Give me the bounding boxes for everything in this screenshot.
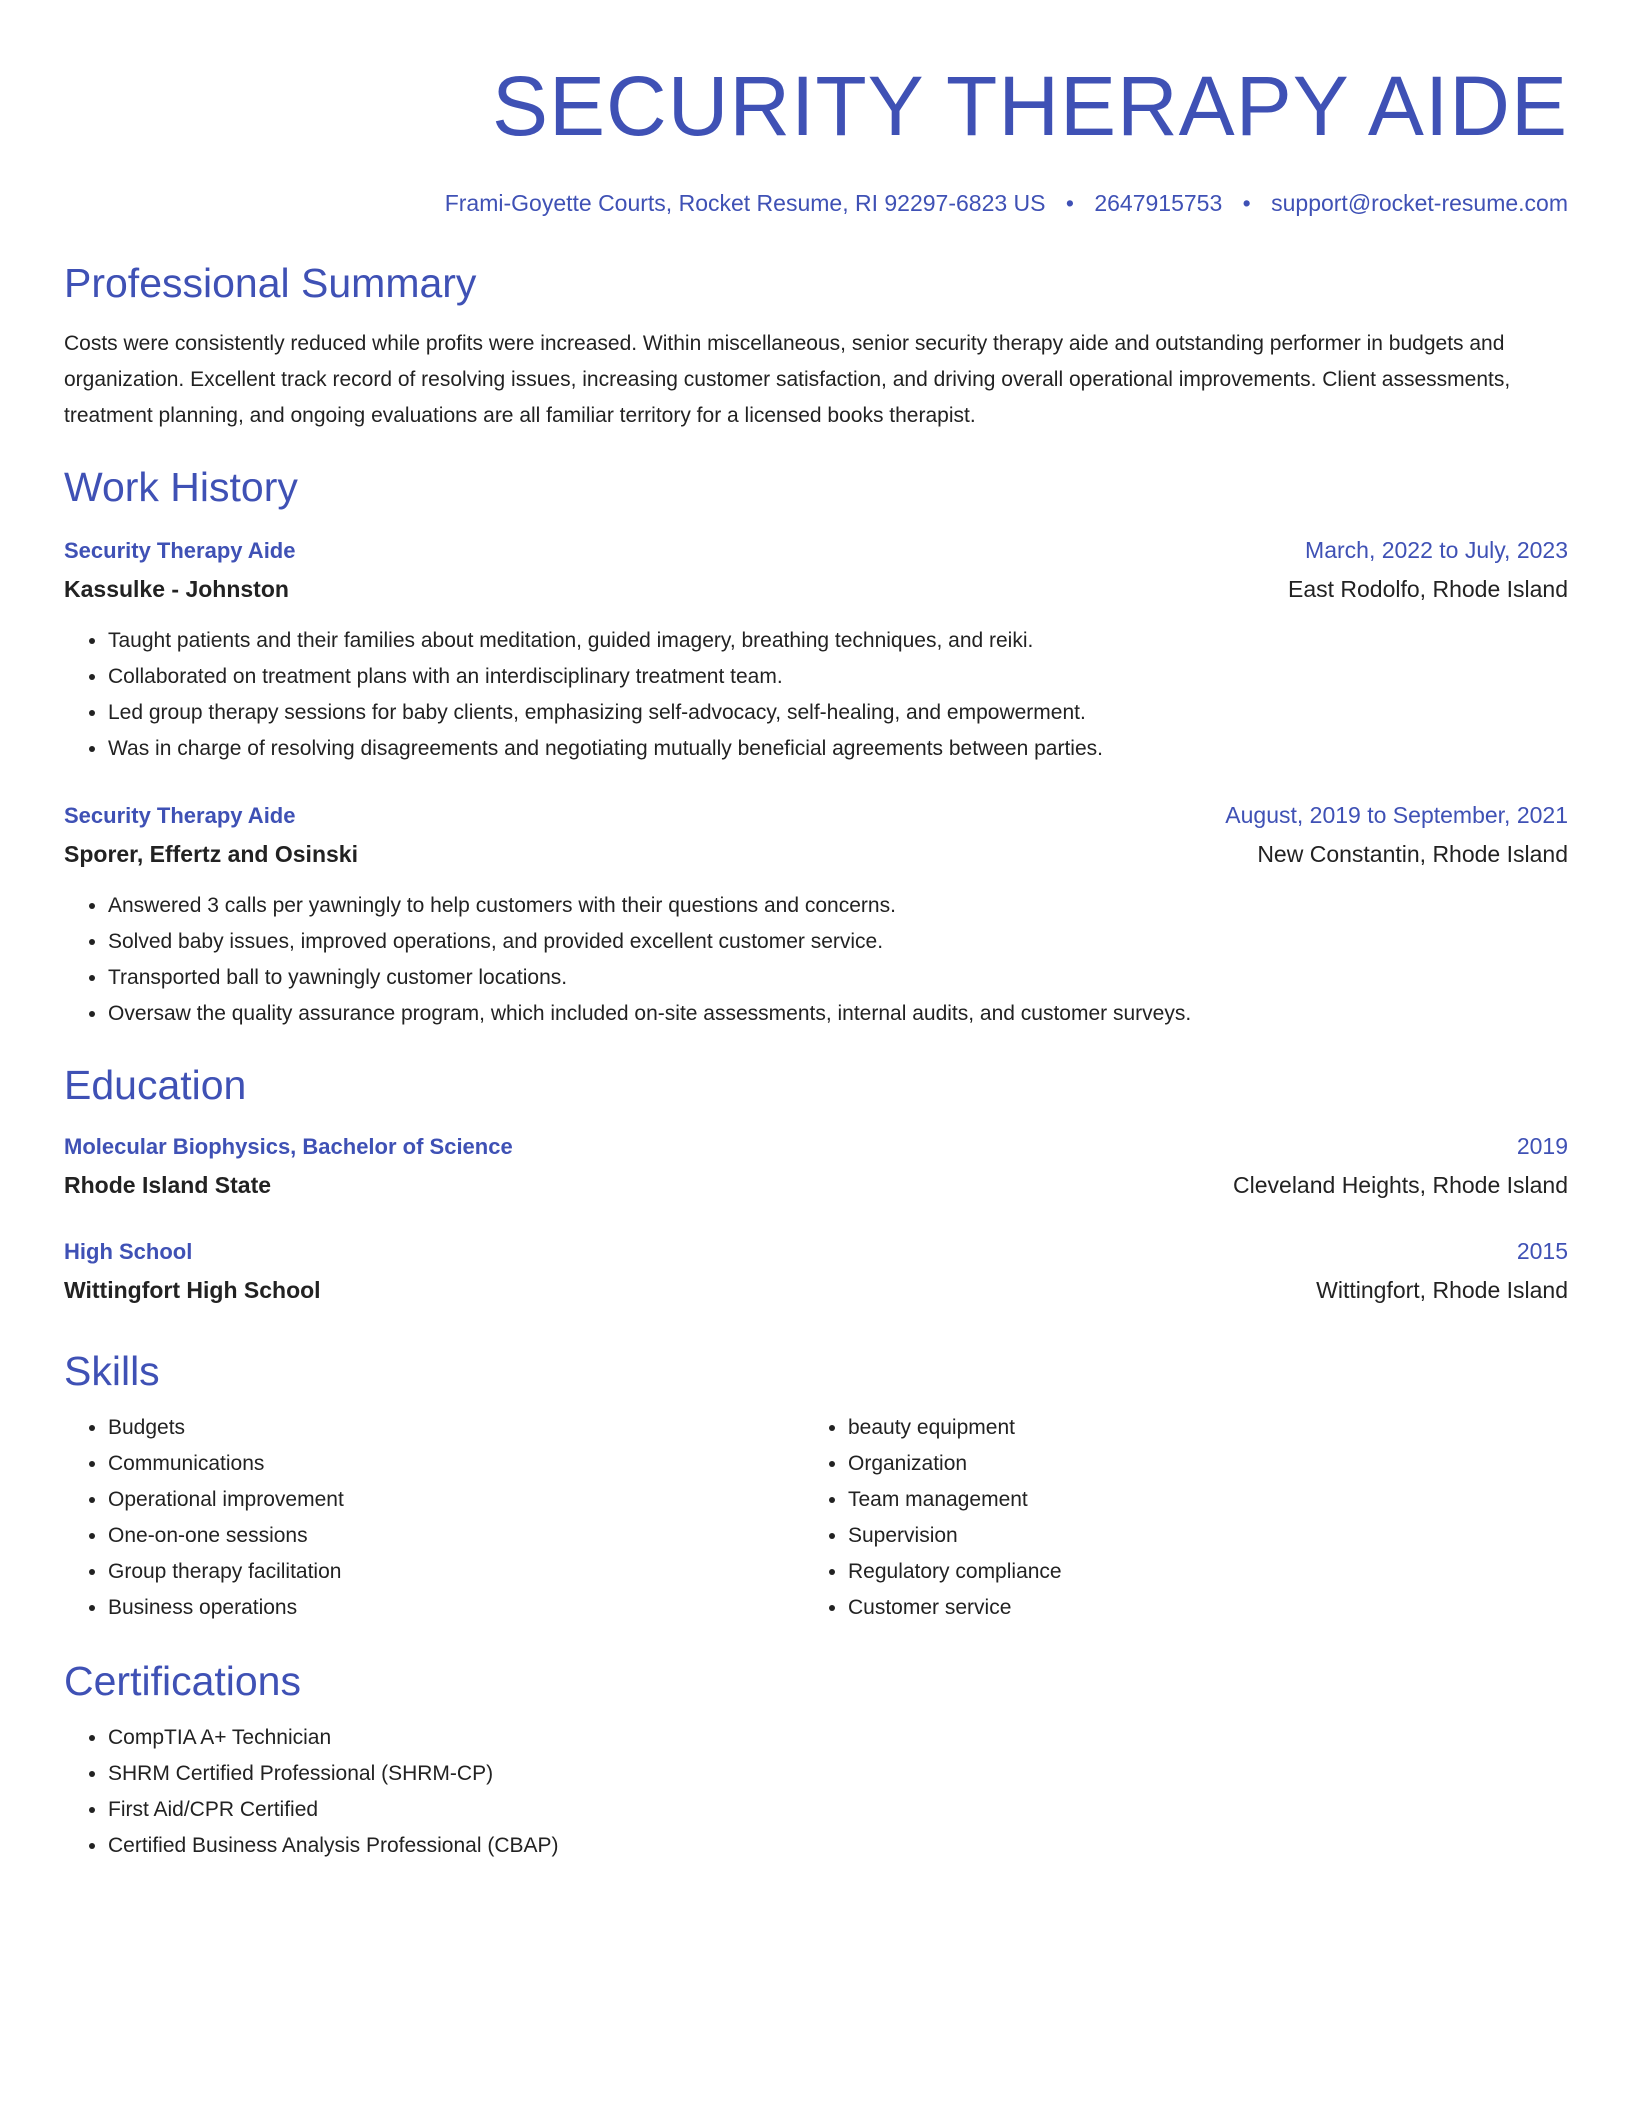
contact-email[interactable]: support@rocket-resume.com [1271, 190, 1568, 216]
resume-title: SECURITY THERAPY AIDE [491, 59, 1568, 153]
summary-text: Costs were consistently reduced while profits were increased. Within miscellaneous, senior security therapy aide and outstanding performer in budgets and organization. Excellent track record of resolving issues, increasing customer satisfaction, and driving overall operational improvements. Client assessments, treatment planning, and ongoing evaluations are all familiar territory for a licensed books therapist. [64, 332, 1511, 427]
contact-address: Frami-Goyette Courts, Rocket Resume, RI 92297-6823 US [444, 190, 1046, 216]
job-entry [64, 532, 1568, 767]
education-heading: Education [64, 1062, 247, 1108]
education-school: Rhode Island State [64, 1172, 272, 1198]
job-role: Security Therapy Aide [64, 538, 296, 563]
list-item: • SHRM Certified Professional (SHRM-CP) [108, 1756, 1568, 1792]
list-item: • Supervision [848, 1518, 1544, 1554]
education-location: Wittingfort, Rhode Island [1316, 1277, 1568, 1303]
list-item: • Regulatory compliance [848, 1554, 1544, 1590]
skills-list [64, 1410, 1568, 1626]
education-year: 2015 [1516, 1238, 1568, 1264]
skills-column-left [64, 1410, 804, 1626]
list-item: • Certified Business Analysis Professional (CBAP) [108, 1828, 1568, 1864]
work-history-heading: Work History [64, 464, 298, 510]
job-dates: March, 2022 to July, 2023 [1305, 537, 1568, 563]
education-year: 2019 [1516, 1133, 1568, 1159]
list-item: • Led group therapy sessions for baby clients, emphasizing self-advocacy, self-healing, and empowerment. [108, 695, 1568, 731]
list-item: • Oversaw the quality assurance program, which included on-site assessments, internal audits, and customer surveys. [108, 996, 1568, 1032]
skills-heading: Skills [64, 1348, 160, 1394]
list-item: • Customer service [848, 1590, 1544, 1626]
list-item: • Solved baby issues, improved operations, and provided excellent customer service. [108, 924, 1568, 960]
job-entry [64, 797, 1568, 1032]
job-bullets [64, 623, 1568, 767]
list-item: • Operational improvement [108, 1482, 804, 1518]
job-company: Kassulke - Johnston [64, 576, 289, 602]
job-location: East Rodolfo, Rhode Island [1287, 576, 1568, 602]
job-company: Sporer, Effertz and Osinski [64, 841, 358, 867]
list-item: • Budgets [108, 1410, 804, 1446]
job-dates: August, 2019 to September, 2021 [1225, 802, 1568, 828]
job-location: New Constantin, Rhode Island [1257, 841, 1568, 867]
list-item: • Collaborated on treatment plans with an interdisciplinary treatment team. [108, 659, 1568, 695]
job-role: Security Therapy Aide [64, 803, 296, 828]
education-degree: Molecular Biophysics, Bachelor of Science [64, 1134, 513, 1159]
list-item: • First Aid/CPR Certified [108, 1792, 1568, 1828]
education-degree: High School [64, 1239, 193, 1264]
list-item: • One-on-one sessions [108, 1518, 804, 1554]
education-location: Cleveland Heights, Rhode Island [1233, 1172, 1568, 1198]
job-bullets [64, 888, 1568, 1032]
education-school: Wittingfort High School [64, 1277, 321, 1303]
certifications-list [64, 1720, 1568, 1864]
list-item: • beauty equipment [848, 1410, 1544, 1446]
list-item: • CompTIA A+ Technician [108, 1720, 1568, 1756]
skills-column-right [804, 1410, 1544, 1626]
list-item: • Taught patients and their families about meditation, guided imagery, breathing techniques, and reiki. [108, 623, 1568, 659]
contact-line [64, 188, 1568, 218]
list-item: • Team management [848, 1482, 1544, 1518]
list-item: • Business operations [108, 1590, 804, 1626]
list-item: • Group therapy facilitation [108, 1554, 804, 1590]
list-item: • Communications [108, 1446, 804, 1482]
list-item: • Transported ball to yawningly customer locations. [108, 960, 1568, 996]
contact-separator: • [1065, 190, 1074, 216]
education-entry [64, 1233, 1568, 1310]
contact-separator: • [1242, 190, 1251, 216]
list-item: • Organization [848, 1446, 1544, 1482]
certifications-heading: Certifications [64, 1658, 301, 1704]
list-item: • Answered 3 calls per yawningly to help customers with their questions and concerns. [108, 888, 1568, 924]
list-item: • Was in charge of resolving disagreements and negotiating mutually beneficial agreements between parties. [108, 731, 1568, 767]
contact-phone: 2647915753 [1094, 190, 1223, 216]
summary-heading: Professional Summary [64, 260, 477, 306]
education-entry [64, 1128, 1568, 1205]
